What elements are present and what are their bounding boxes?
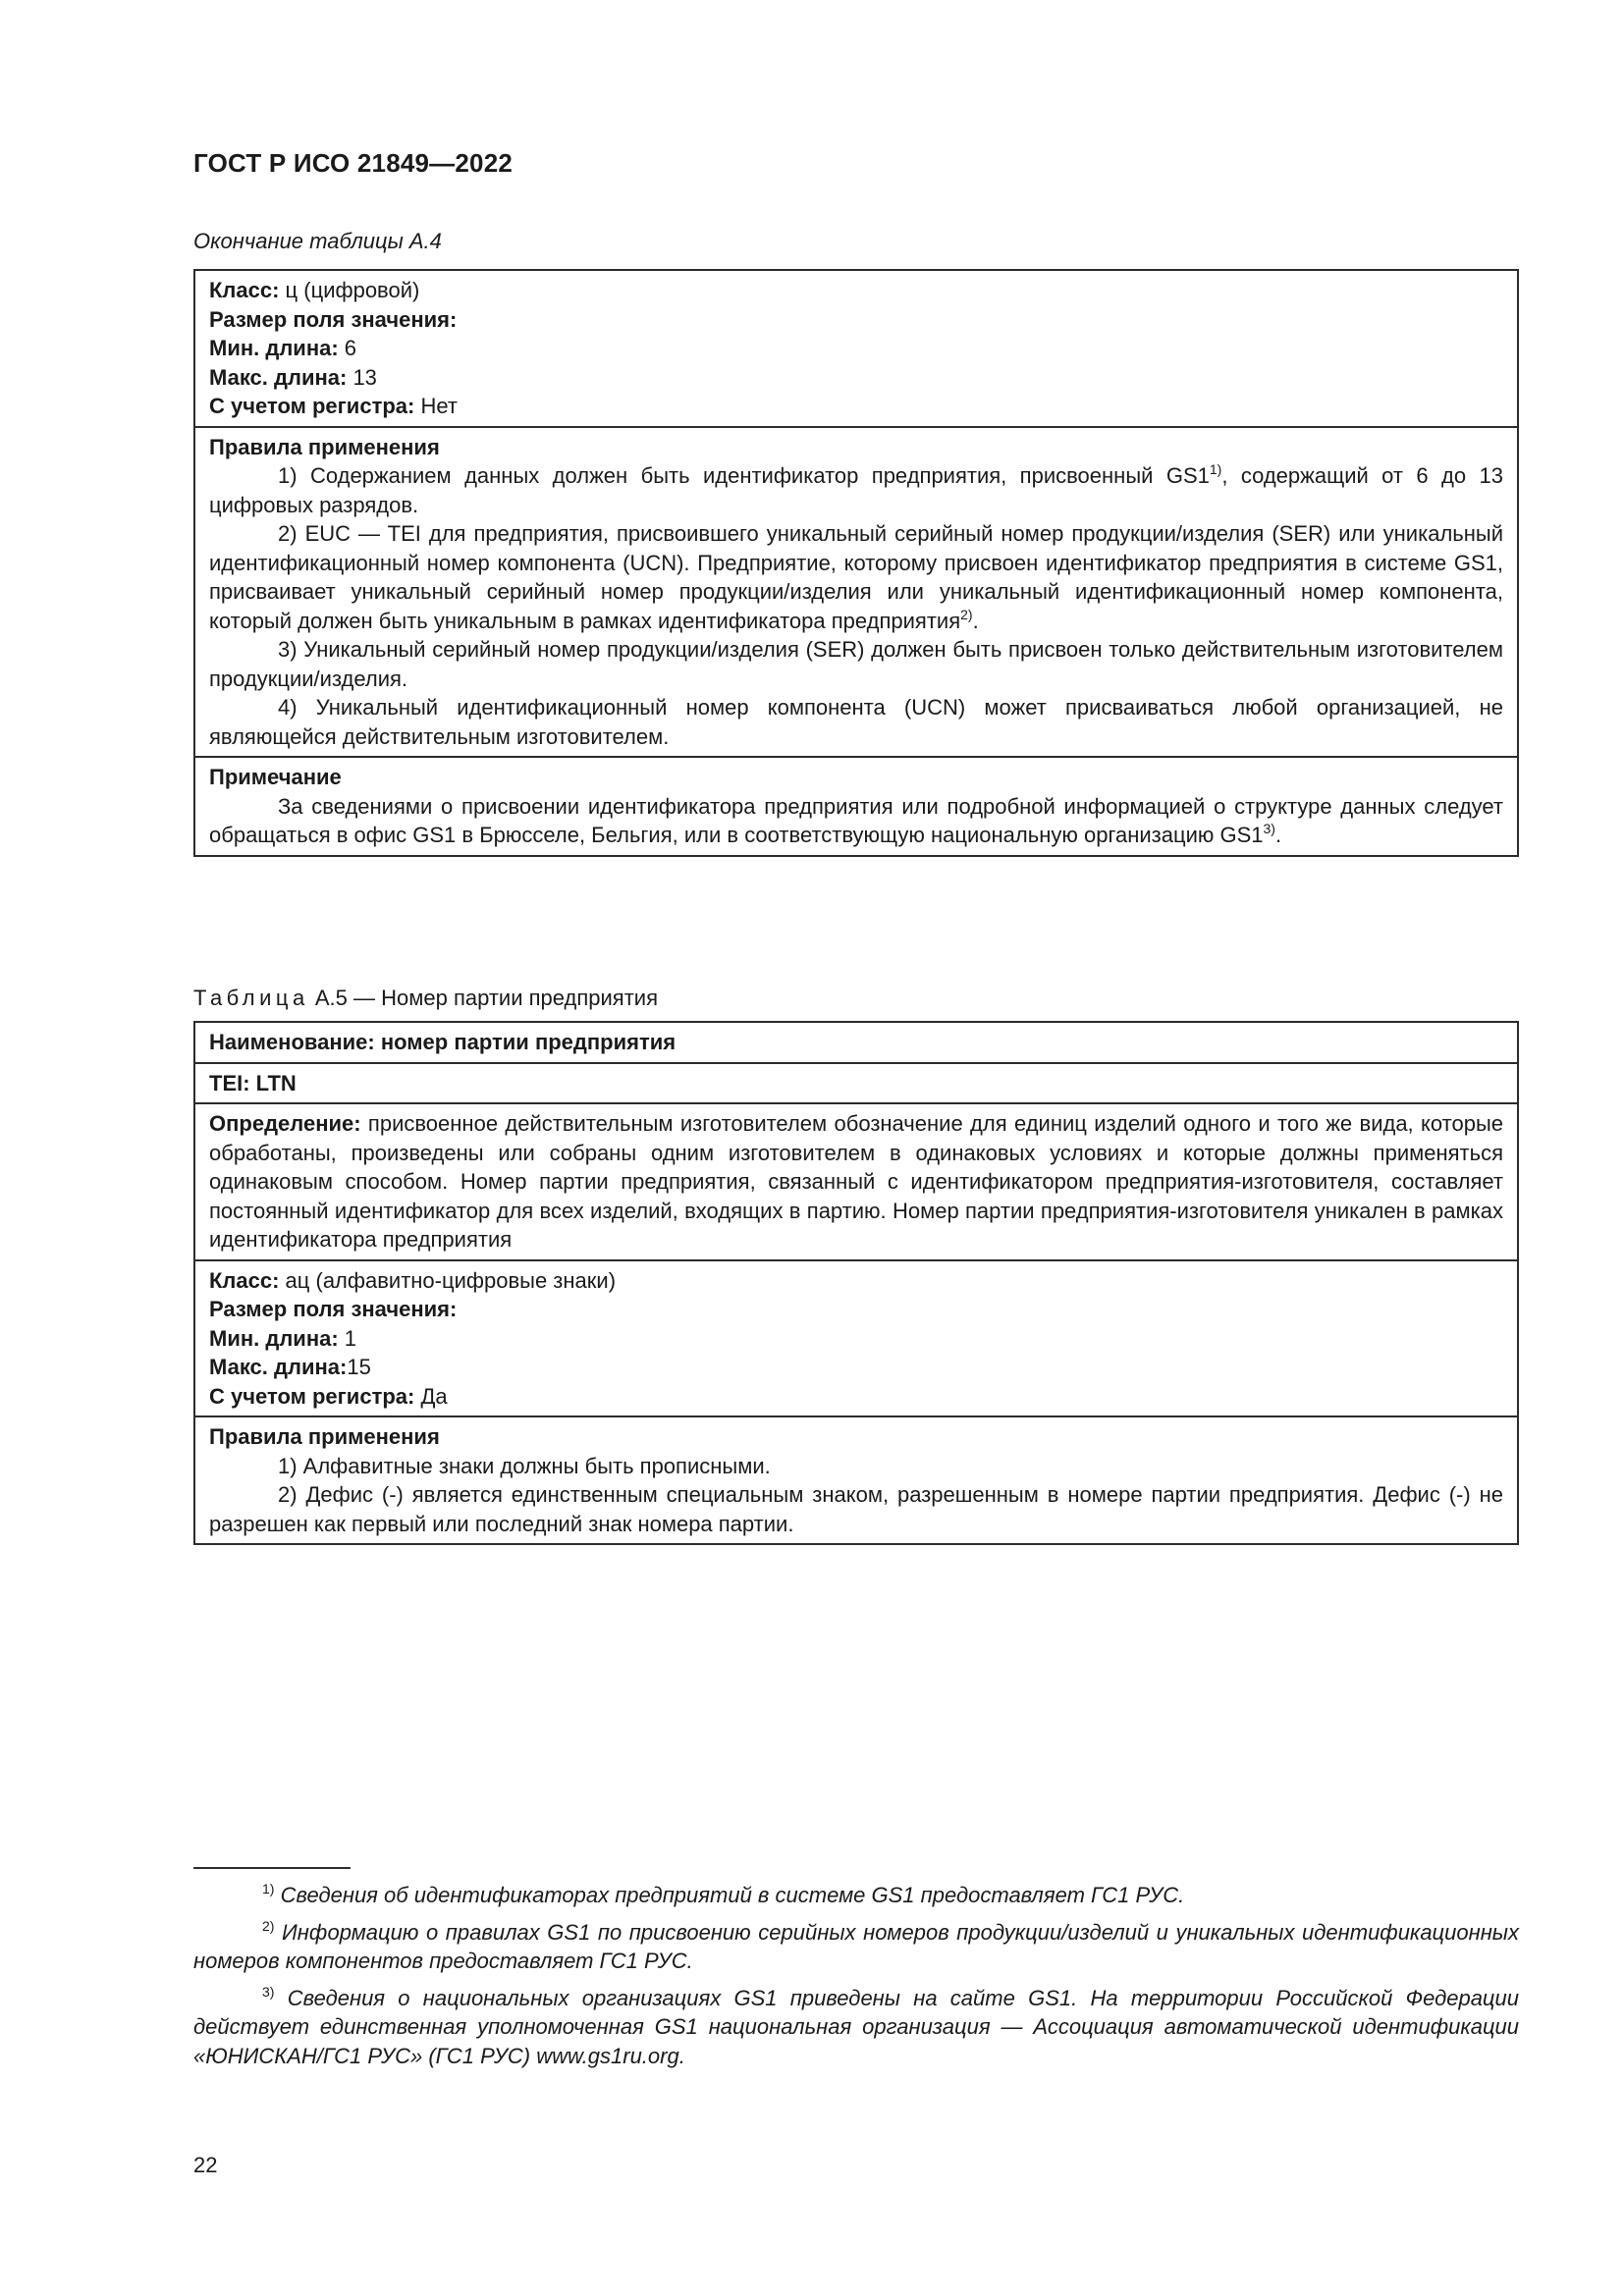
field-properties-cell [194,1260,1518,1417]
case-sensitive-value: Нет [414,394,458,418]
rule-3: 3) Уникальный серийный номер продукции/изделия (SER) должен быть присвоен только действительным изготовителем продукции/изделия. [209,637,1503,691]
table-row [194,1103,1518,1260]
class-label: Класс: [209,278,280,302]
definition-label: Определение: [209,1111,361,1136]
note-cell [194,757,1518,856]
footnote-separator [193,1867,351,1869]
footnote-ref-3: 3) [1263,821,1275,836]
max-length-value: 13 [347,364,377,390]
footnotes [193,1881,1519,2078]
footnote-mark: 2) [262,1917,275,1934]
table-row [194,757,1518,856]
case-sensitive-label: С учетом регистра: [209,394,415,418]
class-value: ц (цифровой) [279,278,420,302]
rules-title: Правила применения [209,434,440,459]
table-row [194,427,1518,758]
class-value: ац (алфавитно-цифровые знаки) [279,1267,617,1293]
table-a5-caption [193,986,658,1011]
standard-header: ГОСТ Р ИСО 21849—2022 [193,148,514,178]
field-size-label: Размер поля значения: [209,306,458,332]
max-length-value: 15 [347,1355,371,1379]
footnote-2 [193,1918,1519,1976]
case-sensitive-value: Да [414,1383,448,1409]
field-size-label: Размер поля значения: [209,1297,458,1321]
rule-1: 1) Алфавитные знаки должны быть прописными. [278,1453,771,1478]
table-row [194,1022,1518,1063]
tei-row: TEI: LTN [194,1063,1518,1104]
max-length-label: Макс. длина: [209,364,348,390]
min-length-value: 1 [338,1325,357,1351]
rule-1 [209,461,1503,519]
rule-4: 4) Уникальный идентификационный номер компонента (UCN) может присваиваться любой организацией, не являющейся действительным изготовителем. [209,695,1503,749]
case-sensitive-line [209,1382,1503,1412]
note-text [209,792,1503,850]
class-line [209,276,1503,305]
case-sensitive-label: С учетом регистра: [209,1383,415,1409]
table-continuation-label: Окончание таблицы А.4 [193,229,442,253]
footnote-text: Сведения об идентификаторах предприятий в системе GS1 предоставляет ГС1 РУС. [274,1883,1185,1907]
class-label: Класс: [209,1267,280,1293]
footnote-mark: 1) [262,1881,275,1896]
rule-1-tail: , содержащий от 6 до 13 цифровых разрядов. [209,463,1504,517]
definition-text: присвоенное действительным изготовителем обозначение для единиц изделий одного и того же вида, которые обработаны, произведены или собраны одним изготовителем в одинаковых условиях и которые должны применяться одинаковым способом. Номер партии предприятия, связанный с идентификатором предприятия-изготовителя, составляет постоянный идентификатор для всех изделий, входящих в партию. Номер партии предприятия-изготовителя уникален в рамках идентификатора предприятия [209,1111,1503,1252]
min-length-line [209,1324,1503,1354]
table-row [194,1260,1518,1417]
footnote-mark: 3) [262,1983,275,2000]
rules-title: Правила применения [209,1424,440,1449]
note-body: За сведениями о присвоении идентификатора предприятия или подробной информацией о структуре данных следует обращаться в офис GS1 в Брюсселе, Бельгия, или в соответствующую национальную организацию GS1 [209,793,1503,847]
rule-1-text: 1) Содержанием данных должен быть идентификатор предприятия, присвоенный GS1 [278,463,1210,488]
rule-2-tail: . [972,608,979,633]
min-length-label: Мин. длина: [209,336,339,360]
max-length-label: Макс. длина: [209,1355,348,1379]
table-row [194,1063,1518,1104]
min-length-value: 6 [338,336,357,360]
min-length-line [209,334,1503,363]
max-length-line [209,1353,1503,1382]
definition-cell [194,1103,1518,1260]
note-tail: . [1274,823,1282,847]
rule-2 [209,519,1503,635]
footnote-3 [193,1984,1519,2071]
page-number: 22 [193,2153,218,2177]
case-sensitive-line [209,392,1503,421]
footnote-text: Сведения о национальных организациях GS1 приведены на сайте GS1. На территории Российской Федерации действует единственная уполномоченная GS1 национальная организация — Ассоциация автоматической идентификации «ЮНИСКАН/ГС1 РУС» (ГС1 РУС) www.gs1ru.org. [193,1985,1519,2068]
class-line [209,1266,1503,1296]
footnote-ref-1: 1) [1209,461,1222,477]
table-a4-end [193,269,1519,857]
footnote-1 [193,1881,1519,1910]
footnote-text: Информацию о правилах GS1 по присвоению серийных номеров продукции/изделий и уникальных идентификационных номеров компонентов предоставляет ГС1 РУС. [193,1919,1519,1973]
table-row [194,270,1518,427]
max-length-line [209,363,1503,393]
rule-2-text: 2) EUC — TEI для предприятия, присвоившего уникальный серийный номер продукции/изделия (SER) или уникальный идентификационный номер компонента (UCN). Предприятие, которому присвоен идентификатор предприятия в системе GS1, присваивает уникальный серийный номер продукции/изделия или уникальный идентификационный номер компонента, который должен быть уникальным в рамках идентификатора предприятия [209,521,1503,633]
caption-title: А.5 — Номер партии предприятия [308,986,658,1010]
rules-cell [194,1416,1518,1544]
footnote-ref-2: 2) [960,606,973,622]
rules-cell [194,427,1518,758]
table-row [194,1416,1518,1544]
caption-word: Таблица [193,986,309,1010]
field-properties-cell [194,270,1518,427]
table-a5 [193,1021,1519,1545]
note-title: Примечание [209,765,342,789]
min-length-label: Мин. длина: [209,1325,339,1351]
name-row: Наименование: номер партии предприятия [194,1022,1518,1063]
rule-2: 2) Дефис (-) является единственным специальным знаком, разрешенным в номере партии предприятия. Дефис (-) не разрешен как первый или последний знак номера партии. [209,1482,1503,1536]
